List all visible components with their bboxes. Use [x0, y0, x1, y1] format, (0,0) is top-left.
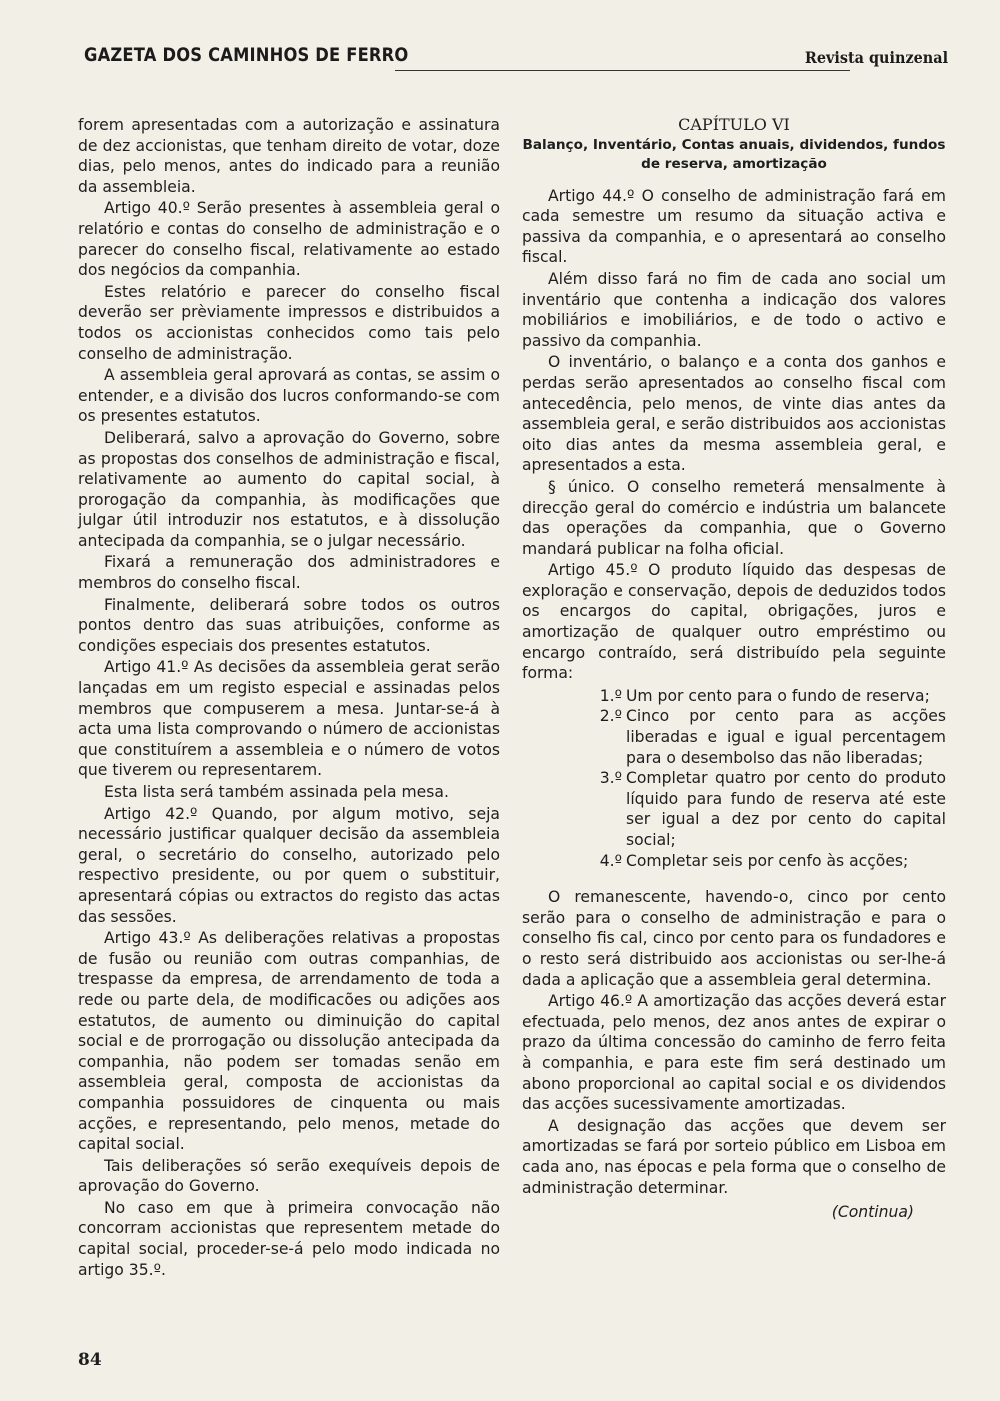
- paragraph: Estes relatório e parecer do conselho fiscal deverão ser prèviamente impressos e distribuidos a todos os accionistas conhecidos como tais pelo conselho de administração.: [78, 282, 500, 363]
- header-rule: [395, 70, 850, 71]
- list-item: [596, 768, 946, 850]
- list-item-text: Cinco por cento para as acções liberadas e igual e igual percentagem para o desembolso das não liberadas;: [626, 707, 946, 767]
- left-column: [78, 115, 500, 1280]
- paragraph: Artigo 43.º As deliberações relativas a propostas de fusão ou reunião com outras companhias, de trespasse da empresa, de arrendamento de toda a rede ou parte dela, de modificacões ou adições aos estatutos, de aumento ou diminuição do capital social e de prorrogação ou dissolução antecipada da companhia, não podem ser tomadas senão em assembleia geral, composta de accionistas da companhia possuidores de cinquenta ou mais acções, e representando, pelo menos, metade do capital social.: [78, 929, 500, 1154]
- chapter-subtitle: Balanço, Inventário, Contas anuais, dividendos, fundos de reserva, amortização: [522, 136, 946, 172]
- chapter-title: CAPÍTULO VI: [678, 115, 790, 134]
- list-item: [596, 706, 946, 768]
- paragraph: O remanescente, havendo-o, cinco por cento serão para o conselho de administração e para o conselho fis cal, cinco por cento para os fundadores e o resto será distribuido aos accionistas ou ser-lhe-á dada a aplicação que a assembleia geral determina.: [522, 888, 946, 989]
- right-column: [522, 115, 946, 1223]
- paragraph: Artigo 44.º O conselho de administração fará em cada semestre um resumo da situação activa e passiva da companhia, e o apresentará ao conselho fiscal.: [522, 186, 946, 267]
- continua-note: (Continua): [831, 1203, 914, 1222]
- paragraph: Artigo 42.º Quando, por algum motivo, seja necessário justificar qualquer decisão da assembleia geral, o secretário do conselho, autorizado pelo respectivo presidente, ou por quem o substituir, apresentará cópias ou extractos do registo das actas das sessões.: [78, 804, 500, 926]
- paragraph: Deliberará, salvo a aprovação do Governo, sobre as propostas dos conselhos de administração e fiscal, relativamente ao aumento do capital social, à prorogação da companhia, às modificações que julgar útil introduzir nos estatutos, e à dissolução antecipada da companhia, se o julgar necessário.: [78, 428, 500, 550]
- paragraph: Além disso fará no fim de cada ano social um inventário que contenha a indicação dos valores mobiliários e imobiliários, e de todo o activo e passivo da companhia.: [522, 269, 946, 350]
- paragraph: A designação das acções que devem ser amortizadas se fará por sorteio público em Lisboa em cada ano, nas épocas e pela forma que o conselho de administração determinar.: [522, 1116, 946, 1197]
- paragraph: Tais deliberações só serão exequíveis depois de aprovação do Governo.: [78, 1156, 500, 1196]
- list-item-text: Completar seis por cenfo às acções;: [626, 851, 909, 870]
- list-item: [596, 686, 946, 707]
- page-header-subtitle: Revista quinzenal: [804, 48, 948, 67]
- page-header-title: GAZETA DOS CAMINHOS DE FERRO: [84, 44, 409, 66]
- paragraph: Artigo 46.º A amortização das acções deverá estar efectuada, pelo menos, dez anos antes de expirar o prazo da última concessão do caminho de ferro feita à companhia, e para este fim será destinado um abono proporcional ao capital social e os dividendos das acções sucessivamente amortizadas.: [522, 992, 946, 1114]
- paragraph: No caso em que à primeira convocação não concorram accionistas que representem metade do capital social, proceder-se-á pelo modo indicada no artigo 35.º.: [78, 1198, 500, 1279]
- paragraph: Fixará a remuneração dos administradores e membros do conselho fiscal.: [78, 553, 500, 593]
- paragraph: O inventário, o balanço e a conta dos ganhos e perdas serão apresentados ao conselho fiscal com antecedência, pelo menos, de vinte dias antes da assembleia geral, e serão distribuidos aos accionistas oito dias antes da mesma assembleia geral, e apresentados a esta.: [522, 353, 946, 475]
- paragraph: forem apresentadas com a autorização e assinatura de dez accionistas, que tenham direito de votar, doze dias, pelo menos, antes do indicado para a reunião da assembleia.: [78, 116, 500, 196]
- paragraph: Esta lista será também assinada pela mesa.: [104, 783, 449, 801]
- list-item-number: 3.º: [599, 769, 622, 788]
- list-item-text: Completar quatro por cento do produto líquido para fundo de reserva até este ser igual a dez por cento do capital social;: [626, 769, 946, 849]
- list-item: [596, 851, 946, 872]
- paragraph: Artigo 41.º As decisões da assembleia gerat serão lançadas em um registo especial e assinadas pelos membros que compuserem a mesa. Juntar-se-á à acta uma lista comprovando o número de accionistas que constituírem a assembleia e o número de votos que tiverem ou representarem.: [78, 658, 500, 780]
- paragraph: A assembleia geral aprovará as contas, se assim o entender, e a divisão dos lucros conformando-se com os presentes estatutos.: [78, 366, 500, 426]
- paragraph: Artigo 45.º O produto líquido das despesas de exploração e conservação, depois de deduzidos todos os encargos do capital, obrigações, juros e amortização de qualquer outro empréstimo ou encargo contraído, será distribuído pela seguinte forma:: [522, 561, 946, 683]
- paragraph: Finalmente, deliberará sobre todos os outros pontos dentro das suas atribuições, conforme as condições especiais dos presentes estatutos.: [78, 595, 500, 655]
- list-item-number: 2.º: [599, 707, 622, 726]
- paragraph: § único. O conselho remeterá mensalmente à direcção geral do comércio e indústria um balancete das operações da companhia, que o Governo mandará publicar na folha oficial.: [522, 477, 946, 558]
- paragraph: Artigo 40.º Serão presentes à assembleia geral o relatório e contas do conselho de administração e o parecer do conselho fiscal, relativamente ao estado dos negócios da companhia.: [78, 199, 500, 280]
- list-item-number: 4.º: [599, 851, 622, 870]
- distribution-list: [522, 686, 946, 871]
- list-item-number: 1.º: [599, 686, 622, 705]
- list-item-text: Um por cento para o fundo de reserva;: [626, 686, 930, 705]
- page-number: 84: [78, 1350, 102, 1370]
